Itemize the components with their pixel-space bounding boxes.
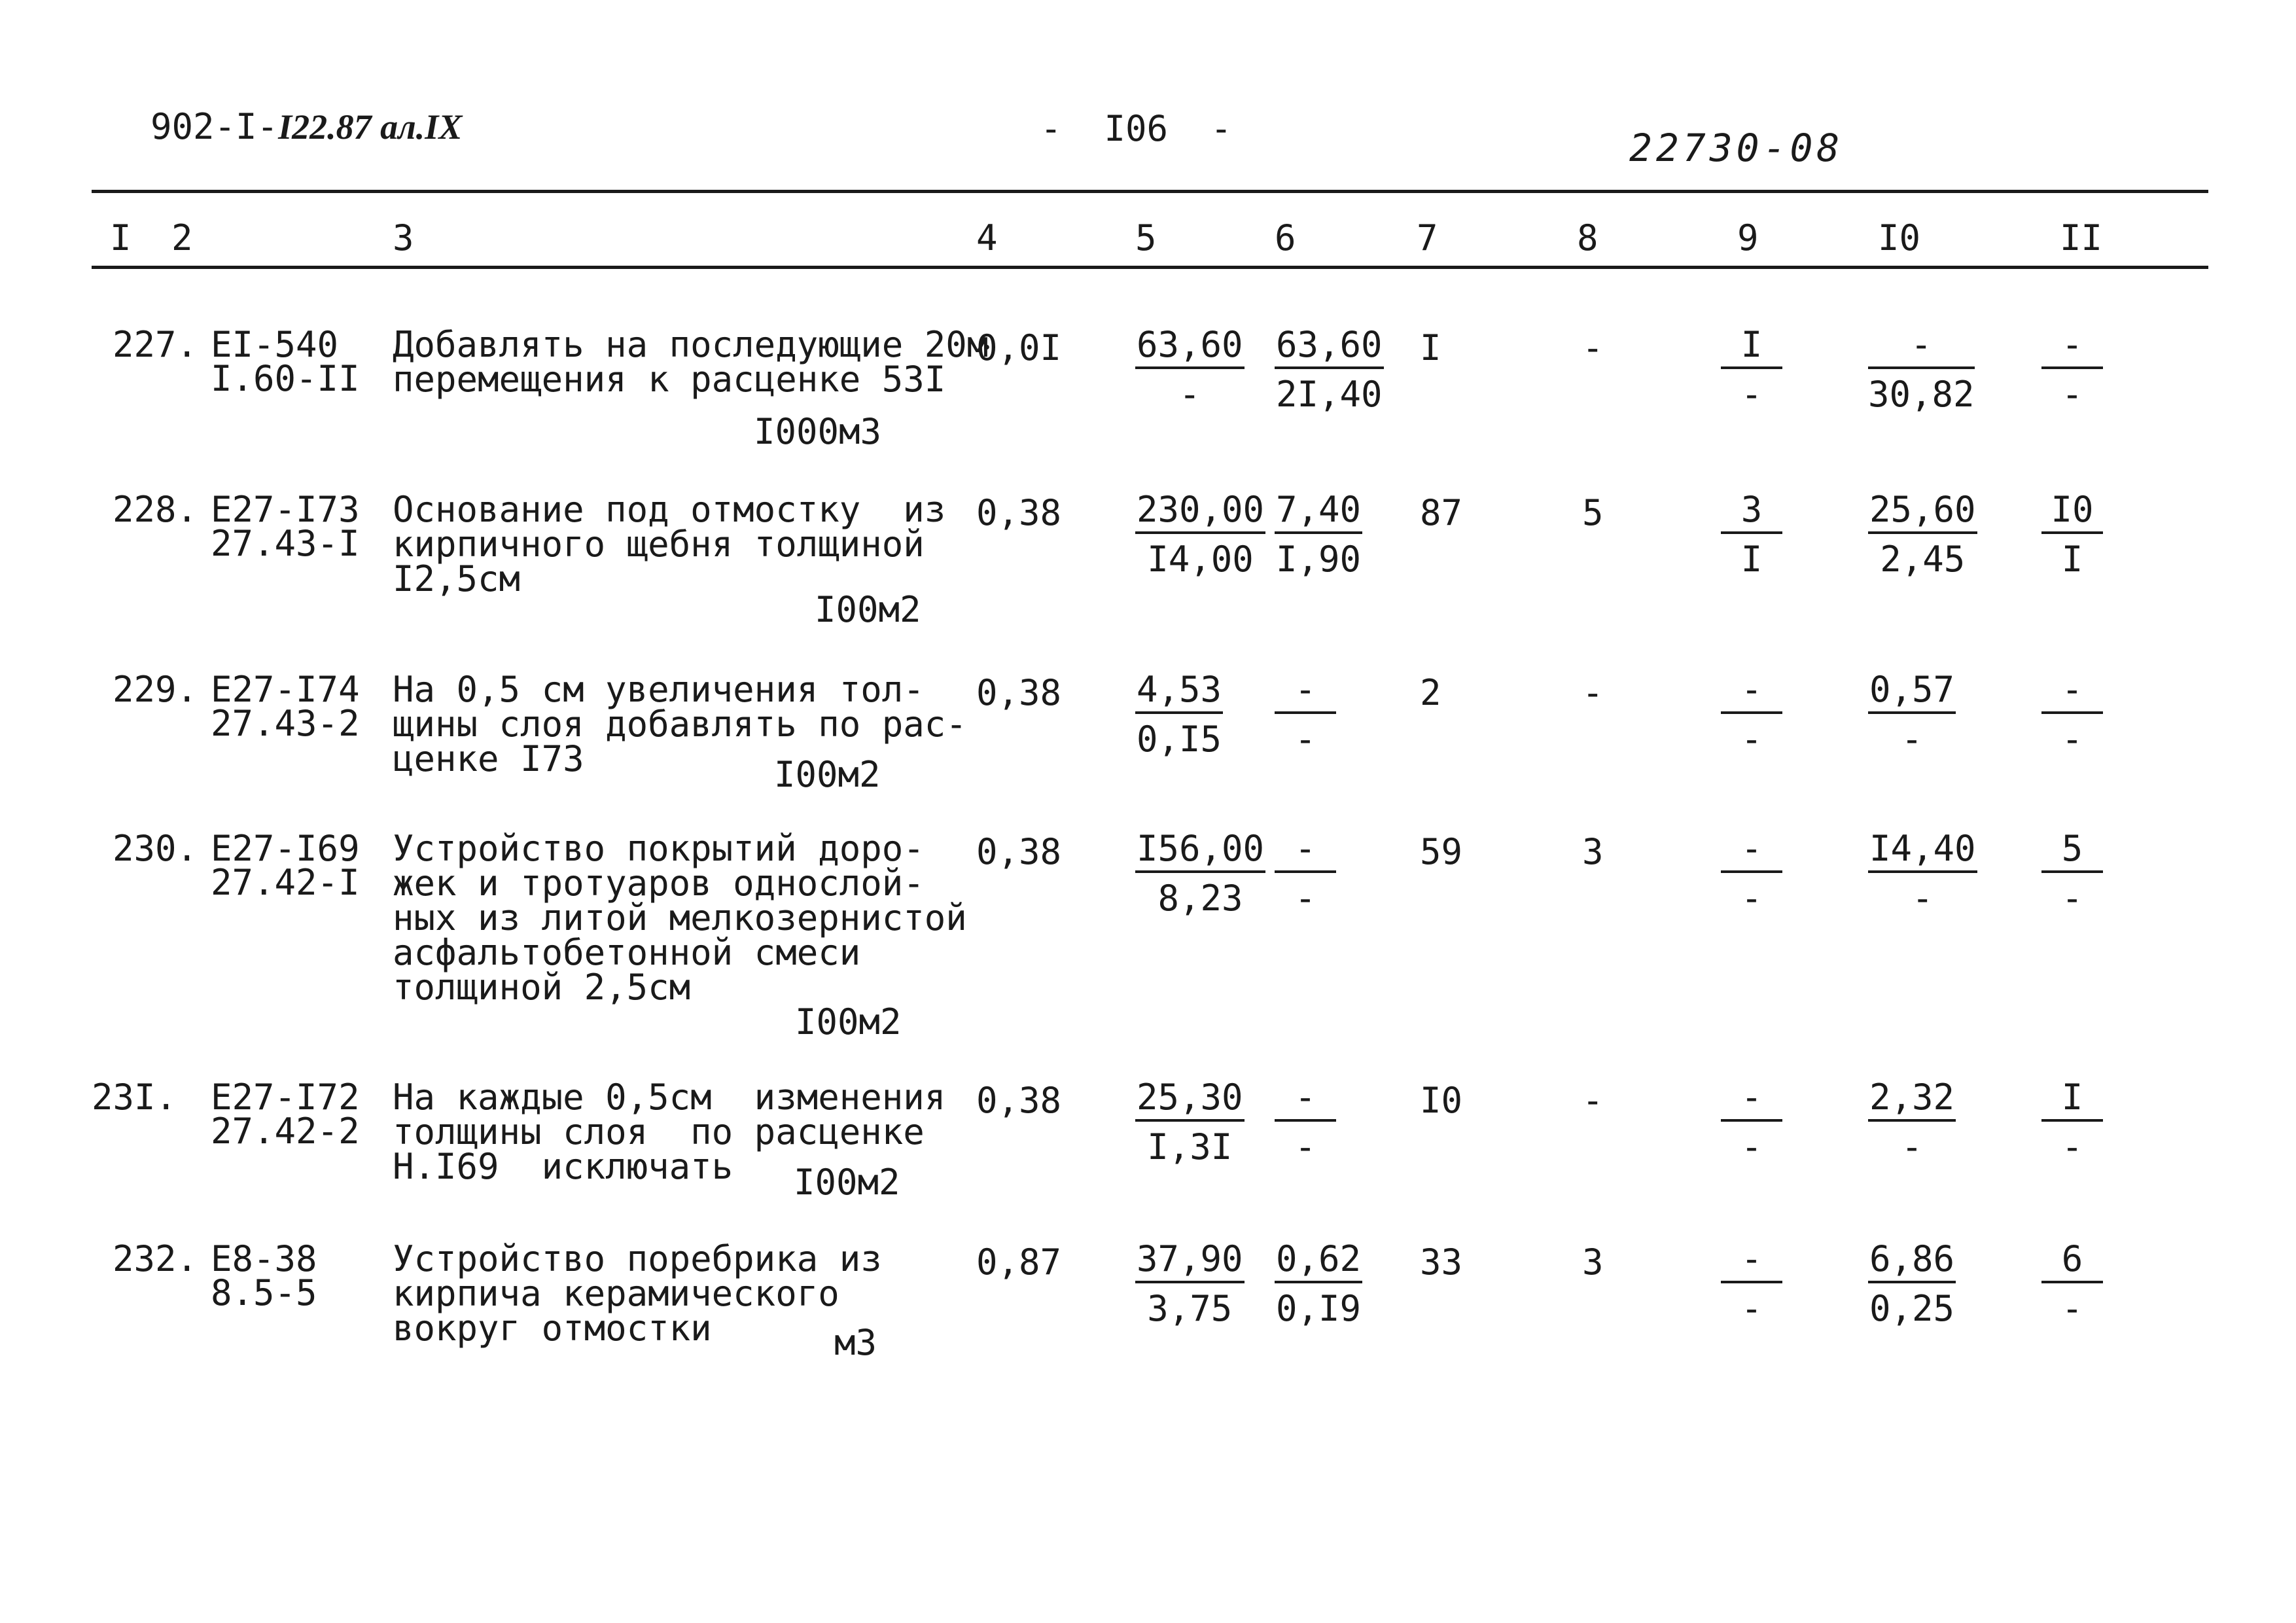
table-header-rule: [92, 266, 2208, 269]
machine-labor: -: [1582, 672, 1604, 713]
column-11-value: [2041, 828, 2103, 919]
unit-cost-numerator: 37,90: [1135, 1241, 1245, 1283]
column-number-11: II: [2060, 217, 2103, 259]
table-top-rule: [92, 190, 2208, 193]
column-11-value: [2041, 1238, 2103, 1329]
document-code-handwritten: I22.87 ал.IX: [278, 107, 463, 147]
description-line: кирпичного щебня толщиной: [393, 524, 925, 565]
column-11-value-numerator: I: [2041, 1080, 2103, 1122]
column-10-value-numerator: I4,40: [1868, 831, 1977, 873]
unit-cost-numerator: 230,00: [1135, 492, 1265, 534]
description-line: Основание под отмостку из: [393, 489, 946, 530]
column-11-value: [2041, 489, 2103, 580]
machine-cost-denominator: -: [1294, 719, 1316, 760]
column-9-value-denominator: -: [1740, 878, 1763, 919]
column-11-value-numerator: I0: [2041, 492, 2103, 534]
unit-cost-numerator: 4,53: [1135, 672, 1223, 714]
stamp-number: 22730-08: [1629, 126, 1844, 170]
column-10-value-denominator: 2,45: [1880, 539, 1966, 580]
unit-cost: [1135, 828, 1265, 919]
work-description: [393, 489, 946, 599]
description-line: На каждые 0,5см изменения: [393, 1077, 946, 1118]
unit-cost-denominator: 8,23: [1157, 878, 1243, 919]
column-9-value-denominator: -: [1740, 1288, 1763, 1329]
measure-unit: I00м2: [795, 1001, 902, 1043]
unit-cost: [1135, 669, 1223, 760]
column-9-value: [1721, 324, 1782, 415]
document-code: [150, 106, 462, 147]
column-10-value: [1868, 828, 1977, 919]
column-10-value: [1868, 324, 1975, 415]
description-line: ных из литой мелкозернистой: [393, 897, 967, 938]
column-number-5: 5: [1135, 217, 1157, 259]
quantity: 0,38: [976, 672, 1062, 713]
column-9-value-denominator: -: [1740, 374, 1763, 415]
column-9-value-numerator: -: [1721, 672, 1782, 714]
column-10-value-denominator: -: [1901, 719, 1923, 760]
description-line: кирпича керамического: [393, 1273, 839, 1314]
machine-cost-numerator: -: [1275, 1080, 1336, 1122]
column-number-9: 9: [1737, 217, 1759, 259]
quantity: 0,38: [976, 492, 1062, 533]
quantity: 0,38: [976, 1080, 1062, 1121]
quantity: 0,0I: [976, 327, 1062, 368]
price-code: EI-540: [211, 324, 339, 365]
price-code: E8-38: [211, 1238, 317, 1279]
column-9-value: [1721, 669, 1782, 760]
column-number-10: I0: [1878, 217, 1921, 259]
machine-cost: [1275, 1077, 1336, 1168]
column-11-value: [2041, 324, 2103, 415]
price-code: E27-I69: [211, 828, 360, 869]
machine-cost-denominator: 2I,40: [1276, 374, 1383, 415]
measure-unit: I00м2: [815, 589, 921, 630]
labor-cost: 87: [1420, 492, 1463, 533]
machine-cost-numerator: 7,40: [1275, 492, 1362, 534]
labor-cost: 2: [1420, 672, 1441, 713]
column-9-value-denominator: I: [1740, 539, 1763, 580]
row-number: 229.: [113, 669, 198, 710]
column-11-value-numerator: 5: [2041, 831, 2103, 873]
labor-cost: 59: [1420, 831, 1463, 872]
description-line: Устройство покрытий доро-: [393, 828, 925, 869]
document-code-prefix: 902-I-: [150, 106, 279, 147]
machine-cost: [1275, 1238, 1362, 1329]
column-10-value-numerator: -: [1868, 327, 1975, 369]
column-10-value: [1868, 489, 1977, 580]
description-line: асфальтобетонной смеси: [393, 932, 861, 973]
column-11-value-denominator: -: [2061, 878, 2083, 919]
column-11-value-denominator: I: [2061, 539, 2083, 580]
work-description: [393, 828, 967, 1008]
quantity: 0,38: [976, 831, 1062, 872]
price-code: E27-I73: [211, 489, 360, 530]
description-line: толщиной 2,5см: [393, 967, 691, 1008]
description-line: ценке I73: [393, 738, 584, 779]
machine-labor: 3: [1582, 1241, 1604, 1283]
column-10-value-denominator: -: [1912, 878, 1934, 919]
machine-labor: 3: [1582, 831, 1604, 872]
description-line: щины слоя добавлять по рас-: [393, 704, 967, 745]
column-10-value: [1868, 1238, 1956, 1329]
column-9-value-denominator: -: [1740, 719, 1763, 760]
price-code: E27-I72: [211, 1077, 360, 1118]
norm-code: I.60-II: [211, 358, 360, 399]
norm-code: 27.42-2: [211, 1111, 360, 1152]
labor-cost: I0: [1420, 1080, 1463, 1121]
machine-cost-numerator: 0,62: [1275, 1241, 1362, 1283]
labor-cost: I: [1420, 327, 1441, 368]
unit-cost-denominator: 3,75: [1147, 1288, 1233, 1329]
page-number: - I06 -: [1040, 108, 1232, 149]
row-number: 227.: [113, 324, 198, 365]
machine-cost-denominator: 0,I9: [1276, 1288, 1362, 1329]
column-11-value: [2041, 1077, 2103, 1168]
unit-cost-denominator: -: [1179, 374, 1201, 415]
column-number-8: 8: [1577, 217, 1598, 259]
machine-cost-denominator: -: [1294, 878, 1316, 919]
description-line: жек и тротуаров однослой-: [393, 863, 925, 904]
machine-labor: -: [1582, 1080, 1604, 1121]
machine-cost: [1275, 669, 1336, 760]
column-10-value-denominator: -: [1901, 1126, 1923, 1168]
norm-code: 8.5-5: [211, 1272, 317, 1313]
column-11-value-denominator: -: [2061, 1126, 2083, 1168]
norm-code: 27.43-I: [211, 523, 360, 564]
machine-cost: [1275, 489, 1362, 580]
machine-labor: 5: [1582, 492, 1604, 533]
column-9-value: [1721, 828, 1782, 919]
unit-cost-numerator: 25,30: [1135, 1080, 1245, 1122]
unit-cost-numerator: 63,60: [1135, 327, 1245, 369]
row-number: 230.: [113, 828, 198, 869]
unit-cost-denominator: 0,I5: [1137, 719, 1222, 760]
description-line: вокруг отмостки: [393, 1308, 712, 1349]
column-9-value: [1721, 1077, 1782, 1168]
measure-unit: I00м2: [794, 1162, 900, 1203]
unit-cost: [1135, 1238, 1245, 1329]
unit-cost-numerator: I56,00: [1135, 831, 1265, 873]
column-11-value-denominator: -: [2061, 1288, 2083, 1329]
machine-cost-denominator: I,90: [1276, 539, 1362, 580]
description-line: толщины слоя по расценке: [393, 1111, 925, 1152]
machine-cost: [1275, 324, 1384, 415]
column-9-value-numerator: I: [1721, 327, 1782, 369]
column-number-7: 7: [1417, 217, 1438, 259]
row-number: 23I.: [92, 1077, 177, 1118]
norm-code: 27.43-2: [211, 703, 360, 744]
row-number: 232.: [113, 1238, 198, 1279]
work-description: [393, 324, 989, 400]
column-10-value-numerator: 25,60: [1868, 492, 1977, 534]
column-number-4: 4: [976, 217, 998, 259]
column-10-value: [1868, 1077, 1956, 1168]
work-description: [393, 669, 967, 779]
column-9-value: [1721, 489, 1782, 580]
column-10-value-numerator: 6,86: [1868, 1241, 1956, 1283]
column-10-value: [1868, 669, 1956, 760]
measure-unit: I00м2: [774, 754, 881, 795]
row-number: 228.: [113, 489, 198, 530]
column-11-value-denominator: -: [2061, 719, 2083, 760]
unit-cost: [1135, 324, 1245, 415]
column-11-value-numerator: -: [2041, 672, 2103, 714]
description-line: перемещения к расценке 53I: [393, 359, 946, 400]
labor-cost: 33: [1420, 1241, 1463, 1283]
norm-code: 27.42-I: [211, 862, 360, 903]
column-10-value-numerator: 0,57: [1868, 672, 1956, 714]
machine-cost-numerator: -: [1275, 831, 1336, 873]
description-line: Добавлять на последующие 20м: [393, 324, 989, 365]
column-number-2: 2: [171, 217, 193, 259]
description-line: Н.I69 исключать: [393, 1146, 733, 1187]
machine-cost-numerator: -: [1275, 672, 1336, 714]
column-9-value-numerator: 3: [1721, 492, 1782, 534]
measure-unit: м3: [834, 1322, 877, 1363]
column-9-value-numerator: -: [1721, 1080, 1782, 1122]
machine-cost-denominator: -: [1294, 1126, 1316, 1168]
unit-cost-denominator: I4,00: [1147, 539, 1254, 580]
column-9-value-numerator: -: [1721, 1241, 1782, 1283]
column-number-3: 3: [393, 217, 414, 259]
column-number-1: I: [110, 217, 132, 259]
unit-cost-denominator: I,3I: [1147, 1126, 1233, 1168]
column-number-6: 6: [1275, 217, 1296, 259]
column-9-value-numerator: -: [1721, 831, 1782, 873]
column-11-value: [2041, 669, 2103, 760]
measure-unit: I000м3: [754, 411, 882, 452]
column-9-value-denominator: -: [1740, 1126, 1763, 1168]
machine-labor: -: [1582, 327, 1604, 368]
description-line: Устройство поребрика из: [393, 1238, 882, 1279]
description-line: На 0,5 см увеличения тол-: [393, 669, 925, 710]
column-11-value-numerator: -: [2041, 327, 2103, 369]
machine-cost-numerator: 63,60: [1275, 327, 1384, 369]
column-9-value: [1721, 1238, 1782, 1329]
column-10-value-denominator: 0,25: [1869, 1288, 1955, 1329]
description-line: I2,5см: [393, 558, 521, 599]
work-description: [393, 1238, 882, 1349]
unit-cost: [1135, 1077, 1245, 1168]
column-10-value-denominator: 30,82: [1868, 374, 1975, 415]
column-10-value-numerator: 2,32: [1868, 1080, 1956, 1122]
column-11-value-denominator: -: [2061, 374, 2083, 415]
price-code: E27-I74: [211, 669, 360, 710]
column-11-value-numerator: 6: [2041, 1241, 2103, 1283]
quantity: 0,87: [976, 1241, 1062, 1283]
machine-cost: [1275, 828, 1336, 919]
unit-cost: [1135, 489, 1265, 580]
